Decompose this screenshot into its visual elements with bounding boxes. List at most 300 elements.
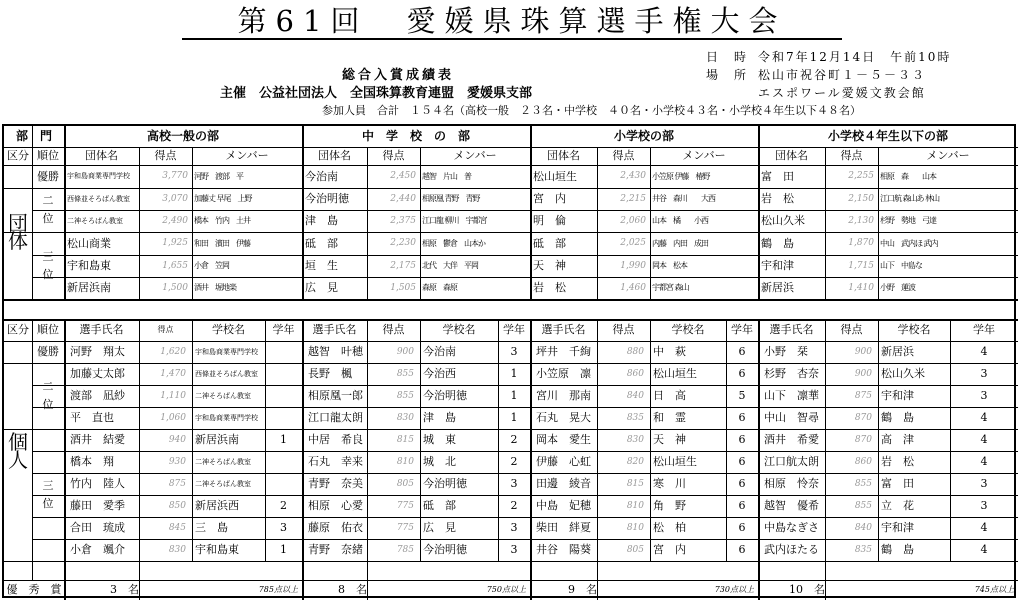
excellence-score: 730点以上 [714, 585, 754, 594]
school-name: 宇和島東 [195, 543, 239, 556]
player-score: 830 [168, 545, 186, 555]
grid-line [192, 147, 193, 299]
grid-line [650, 319, 651, 561]
excellence-count: 9 名 [568, 583, 597, 596]
player-score: 1,060 [160, 413, 186, 423]
school-name: 二神そろばん教室 [195, 480, 251, 488]
school-name: 岩 松 [881, 455, 914, 468]
grid-line [420, 147, 421, 299]
player-name: 越智 叶穂 [308, 345, 363, 358]
team-members: 森原 森原 [422, 283, 457, 292]
player-grade: 1 [510, 411, 518, 424]
player-grade: 3 [980, 389, 988, 402]
player-grade [265, 451, 302, 473]
player-grade: 6 [738, 345, 746, 358]
player-name: 石丸 幸来 [308, 455, 363, 468]
player-score: 805 [626, 545, 644, 555]
team-col-header: 団体名 [547, 149, 580, 162]
team-score: 2,430 [620, 171, 646, 181]
division-header: 小学校の部 [613, 129, 674, 143]
school-name: 今治西 [423, 367, 456, 380]
excellence-count: 8 名 [338, 583, 367, 596]
player-name: 竹内 陸人 [70, 477, 125, 490]
team-name: 松山垣生 [533, 170, 577, 183]
player-name: 石丸 晃大 [536, 411, 591, 424]
team-score: 2,130 [848, 216, 874, 226]
school-name: 松山垣生 [653, 455, 697, 468]
player-name: 岡本 愛生 [536, 433, 591, 446]
grid-line [302, 319, 304, 600]
team-members: 山下 中島な [880, 261, 922, 270]
player-score: 830 [396, 413, 414, 423]
division-header-label: 部 門 [15, 129, 52, 143]
date-value: 令和7年12月14日 午前10時 [758, 50, 952, 64]
team-name: 岩 松 [761, 192, 794, 205]
player-name: 中居 希良 [308, 433, 363, 446]
player-score: 830 [626, 435, 644, 445]
team-score: 2,255 [848, 171, 874, 181]
player-score: 815 [626, 479, 644, 489]
school-name: 新居浜西 [195, 499, 239, 512]
team-score: 2,025 [620, 238, 646, 248]
excellence-score: 750点以上 [486, 585, 526, 594]
player-score: 860 [626, 369, 644, 379]
team-members: 小倉 笠岡 [194, 261, 229, 270]
team-name: 広 見 [305, 281, 338, 294]
school-name: 高 津 [881, 433, 914, 446]
team-col-header: 団体名 [775, 149, 808, 162]
school-name: 松山垣生 [653, 367, 697, 380]
team-name: 宮 内 [533, 192, 566, 205]
team-name: 垣 生 [305, 259, 338, 272]
player-grade: 3 [980, 499, 988, 512]
player-score: 810 [626, 523, 644, 533]
results-table [2, 124, 1016, 598]
school-name: 砥 部 [423, 499, 456, 512]
team-name: 今治南 [305, 170, 338, 183]
player-name: 小野 栞 [764, 345, 808, 358]
team-members: 杉野 勢地 弓達 [880, 216, 936, 225]
school-name: 鶴 島 [881, 543, 914, 556]
team-name: 新居浜 [761, 281, 794, 294]
kubun-header: 区分 [7, 149, 29, 162]
team-members: 和田 濱田 伊藤 [194, 239, 250, 248]
player-score: 840 [854, 523, 872, 533]
team-members: 河野 渡部 平 [194, 172, 243, 181]
player-name: 相原凰一郎 [308, 389, 363, 402]
player-name: 青野 奈美 [308, 477, 363, 490]
school-name: 松山久米 [881, 367, 925, 380]
school-name: 日 高 [653, 389, 686, 402]
school-name: 角 野 [653, 499, 686, 512]
grid-line [878, 147, 879, 299]
school-name: 今治南 [423, 345, 456, 358]
player-score: 805 [396, 479, 414, 489]
team-score: 1,410 [848, 283, 874, 293]
team-col-header: 団体名 [85, 149, 118, 162]
team-members: 橋本 竹内 土井 [194, 216, 250, 225]
team-members: 酒井 堀地楽 [194, 283, 236, 292]
player-grade [265, 407, 302, 429]
score-col-header: 得点 [382, 323, 405, 336]
school-name: 中 萩 [653, 345, 686, 358]
school-name: 宮 内 [653, 543, 686, 556]
team-score: 1,460 [620, 283, 646, 293]
player-grade: 1 [280, 543, 287, 556]
player-grade: 6 [738, 543, 746, 556]
school-name: 鶴 島 [881, 411, 914, 424]
grid-line [4, 299, 1018, 301]
player-grade: 1 [510, 367, 518, 380]
team-name: 今治明徳 [305, 192, 349, 205]
school-col-header: 学校名 [212, 323, 245, 336]
player-grade [265, 473, 302, 495]
player-grade: 2 [510, 433, 518, 446]
team-members: 越智 片山 普 [422, 172, 471, 181]
player-score: 835 [626, 413, 644, 423]
player-score: 835 [854, 545, 872, 555]
player-grade: 3 [280, 521, 287, 534]
team-name: 宇和島東 [67, 259, 111, 272]
school-name: 津 島 [423, 411, 456, 424]
player-score: 875 [168, 479, 186, 489]
rank-header: 順位 [37, 149, 59, 162]
grid-line [650, 147, 651, 299]
team-name: 宇和島商業専門学校 [67, 172, 130, 180]
player-name: 井谷 陽葵 [536, 543, 591, 556]
excellence-count: 3 名 [110, 583, 139, 596]
team-score: 1,655 [162, 261, 188, 271]
school-name: 今治明徳 [423, 543, 467, 556]
team-members: 相原凰 青野 青野 [422, 194, 480, 203]
player-name: 中島なぎさ [764, 521, 819, 534]
team-name: 明 倫 [533, 214, 566, 227]
team-name: 砥 部 [305, 237, 338, 250]
grade-col-header: 学年 [272, 323, 295, 336]
member-col-header: メンバー [225, 149, 269, 162]
rank-second: 二 位 [42, 194, 54, 225]
player-col-header: 選手氏名 [79, 323, 124, 336]
player-grade: 3 [510, 477, 518, 490]
team-members: 北代 大伴 平岡 [422, 261, 478, 270]
player-name: 柴田 絆夏 [536, 521, 591, 534]
player-name: 中山 智尋 [764, 411, 819, 424]
rank-third: 三 位 [42, 249, 54, 281]
team-name: 天 神 [533, 259, 566, 272]
player-grade: 6 [738, 411, 746, 424]
grade-col-header: 学年 [973, 323, 995, 336]
player-grade [265, 385, 302, 407]
team-score: 1,500 [162, 283, 188, 293]
school-name: 立 花 [881, 499, 914, 512]
player-name: 江口龍太朗 [308, 411, 363, 424]
player-name: 武内ほたる [764, 543, 819, 556]
player-grade [265, 363, 302, 385]
player-grade: 6 [738, 367, 746, 380]
grid-line [758, 319, 760, 600]
team-name: 岩 松 [533, 281, 566, 294]
document-title: 総合入賞成績表 [342, 68, 455, 83]
team-score: 2,215 [620, 194, 646, 204]
player-grade: 6 [738, 433, 746, 446]
team-score: 2,490 [162, 216, 188, 226]
team-score: 2,375 [390, 216, 416, 226]
excellence-label: 優 秀 賞 [6, 583, 62, 596]
school-name: 宇和津 [881, 521, 914, 534]
school-name: 宇和島商業専門学校 [195, 414, 258, 422]
team-name: 富 田 [761, 170, 794, 183]
player-name: 越智 優希 [764, 499, 819, 512]
score-col-header: 得点 [154, 149, 177, 162]
player-score: 1,470 [160, 369, 186, 379]
team-members: 井谷 森川 大西 [652, 194, 715, 203]
player-grade: 4 [980, 543, 988, 556]
player-name: 酒井 結愛 [70, 433, 125, 446]
player-name: 小笠原 凛 [536, 367, 591, 380]
player-grade: 3 [980, 367, 988, 380]
team-name: 松山久米 [761, 214, 805, 227]
team-members: 山本 橘 小西 [652, 216, 708, 225]
player-score: 855 [396, 369, 414, 379]
player-score: 820 [626, 457, 644, 467]
player-grade [265, 341, 302, 363]
score-col-header: 得点 [840, 323, 863, 336]
player-score: 855 [396, 391, 414, 401]
grade-col-header: 学年 [503, 323, 525, 336]
player-grade: 1 [510, 389, 518, 402]
player-name: 河野 翔太 [70, 345, 125, 358]
score-col-header: 得点 [840, 149, 863, 162]
team-members: 内藤 内田 成田 [652, 239, 708, 248]
player-grade: 2 [510, 499, 518, 512]
player-name: 伊藤 心虹 [536, 455, 591, 468]
school-name: 今治明徳 [423, 389, 467, 402]
school-name: 西條並そろばん教室 [195, 370, 258, 378]
player-score: 880 [626, 347, 644, 357]
school-name: 広 見 [423, 521, 456, 534]
rank-first: 優勝 [37, 345, 59, 358]
player-name: 相原 心愛 [308, 499, 363, 512]
team-score: 2,230 [390, 238, 416, 248]
team-members: 江口龍 柳川 宇都宮 [422, 216, 487, 225]
school-name: 二神そろばん教室 [195, 392, 251, 400]
school-name: 城 北 [423, 455, 456, 468]
player-name: 加藤丈太郎 [70, 367, 125, 380]
player-name: 山下 凛華 [764, 389, 819, 402]
player-score: 1,620 [160, 347, 186, 357]
player-name: 橋本 翔 [70, 455, 114, 468]
player-score: 855 [854, 479, 872, 489]
player-score: 900 [396, 347, 414, 357]
player-col-header: 選手氏名 [312, 323, 357, 336]
team-members: 小野 蓮波 [880, 283, 915, 292]
player-score: 1,110 [160, 391, 186, 401]
school-name: 富 田 [881, 477, 914, 490]
player-score: 810 [396, 457, 414, 467]
grid-line [4, 561, 1018, 562]
team-score: 2,060 [620, 216, 646, 226]
team-score: 2,175 [390, 261, 416, 271]
rank-first: 優勝 [37, 170, 59, 183]
player-score: 940 [168, 435, 186, 445]
team-score: 1,990 [620, 261, 646, 271]
player-score: 875 [854, 391, 872, 401]
team-members: 相原 鬱倉 山本か [422, 239, 485, 248]
school-name: 天 神 [653, 433, 686, 446]
title-underline [182, 38, 842, 40]
participants-summary: 参加人員 合計 １５４名（高校一般 ２３名・中学校 ４０名・小学校４３名・小学校４年生以下４８名） [322, 104, 861, 117]
player-name: 酒井 希愛 [764, 433, 819, 446]
date-label: 日 時 [706, 50, 749, 64]
score-col-header: 得点 [612, 323, 635, 336]
team-col-header: 団体名 [318, 149, 351, 162]
school-name: 三 島 [195, 521, 228, 534]
excellence-score: 785点以上 [258, 585, 298, 594]
score-col-header: 得点 [157, 325, 174, 334]
team-members: 岡本 松本 [652, 261, 687, 270]
division-header: 高校一般の部 [146, 129, 219, 143]
player-grade: 4 [980, 345, 988, 358]
individual-section-label: 個 人 [8, 430, 28, 472]
team-score: 3,070 [162, 194, 188, 204]
school-col-header: 学校名 [671, 323, 705, 336]
rank-third: 三 位 [42, 479, 54, 510]
place-label: 場 所 [706, 68, 749, 82]
school-name: 新居浜 [881, 345, 914, 358]
school-name: 宇和津 [881, 389, 914, 402]
school-name: 和 霊 [653, 411, 686, 424]
team-members: 小笠原 伊藤 椿野 [652, 172, 710, 181]
member-col-header: メンバー [453, 149, 497, 162]
rank-second: 二 位 [42, 380, 54, 411]
school-col-header: 学校名 [442, 323, 476, 336]
member-col-header: メンバー [926, 149, 970, 162]
player-name: 江口航太朗 [764, 455, 819, 468]
place-value: 松山市祝谷町１－５－３３ [758, 68, 927, 82]
excellence-count: 10 名 [789, 583, 825, 596]
team-name: 二神そろばん教室 [67, 217, 123, 225]
player-grade: 3 [510, 345, 518, 358]
player-grade: 4 [980, 521, 988, 534]
school-name: 城 東 [423, 433, 456, 446]
school-name: 松 柏 [653, 521, 686, 534]
score-col-header: 得点 [382, 149, 405, 162]
player-grade: 4 [980, 433, 988, 446]
team-name: 鶴 島 [761, 237, 794, 250]
player-name: 渡部 凪紗 [70, 389, 125, 402]
player-grade: 2 [280, 499, 287, 512]
player-grade: 4 [980, 411, 988, 424]
grid-line [64, 319, 66, 600]
player-score: 840 [626, 391, 644, 401]
player-grade: 5 [738, 389, 746, 402]
player-name: 青野 奈緒 [308, 543, 363, 556]
player-grade: 4 [980, 455, 988, 468]
team-name: 津 島 [305, 214, 338, 227]
player-grade: 6 [738, 455, 746, 468]
player-score: 900 [854, 369, 872, 379]
school-col-header: 学校名 [897, 323, 931, 336]
player-name: 田邊 綾音 [536, 477, 591, 490]
main-title: 第61回 愛媛県珠算選手権大会 [237, 4, 787, 38]
player-score: 810 [626, 501, 644, 511]
player-grade: 2 [510, 455, 518, 468]
division-header: 中 学 校 の 部 [361, 129, 470, 143]
grid-line [420, 319, 421, 561]
team-name: 砥 部 [533, 237, 566, 250]
player-name: 平 直也 [70, 411, 114, 424]
grade-col-header: 学年 [731, 323, 753, 336]
player-grade: 3 [510, 521, 518, 534]
team-score: 1,505 [390, 283, 416, 293]
player-score: 930 [168, 457, 186, 467]
player-score: 870 [854, 413, 872, 423]
organizer: 主催 公益社団法人 全国珠算教育連盟 愛媛県支部 [220, 86, 533, 101]
school-name: 二神そろばん教室 [195, 458, 251, 466]
player-name: 藤原 佑衣 [308, 521, 363, 534]
team-score: 1,870 [848, 238, 874, 248]
team-members: 相原 森 山本 [880, 172, 936, 181]
player-name: 長野 楓 [308, 367, 352, 380]
team-members: 江口航 森山あ 林山 [880, 194, 940, 203]
player-name: 小倉 颯介 [70, 543, 125, 556]
grid-line [878, 319, 879, 561]
school-name: 寒 川 [653, 477, 686, 490]
player-score: 855 [854, 501, 872, 511]
player-grade: 6 [738, 521, 746, 534]
kubun-header: 区分 [7, 323, 29, 336]
player-score: 860 [854, 457, 872, 467]
team-name: 松山商業 [67, 237, 111, 250]
team-score: 1,715 [848, 261, 874, 271]
team-score: 3,770 [162, 171, 188, 181]
player-score: 785 [396, 545, 414, 555]
team-section-label: 団 体 [8, 211, 28, 253]
player-score: 870 [854, 435, 872, 445]
venue-name: エスポワール愛媛文教会館 [758, 86, 926, 100]
player-name: 中島 妃穂 [536, 499, 591, 512]
grid-line [530, 319, 532, 600]
team-score: 2,450 [390, 171, 416, 181]
school-name: 新居浜南 [195, 433, 239, 446]
player-name: 杉野 杏奈 [764, 367, 819, 380]
player-grade: 3 [980, 477, 988, 490]
team-score: 1,925 [162, 238, 188, 248]
team-score: 2,150 [848, 194, 874, 204]
player-grade: 3 [510, 543, 518, 556]
player-score: 775 [396, 523, 414, 533]
team-score: 2,440 [390, 194, 416, 204]
team-members: 中山 武内ほ 武内 [880, 239, 938, 248]
player-name: 坪井 千絢 [536, 345, 591, 358]
player-name: 相原 怜奈 [764, 477, 819, 490]
rank-header: 順位 [37, 323, 59, 336]
division-header: 小学校４年生以下の部 [827, 129, 948, 143]
player-grade: 6 [738, 477, 746, 490]
team-name: 宇和津 [761, 259, 794, 272]
school-name: 宇和島商業専門学校 [195, 348, 258, 356]
player-name: 合田 琉成 [70, 521, 125, 534]
player-score: 850 [168, 501, 186, 511]
school-name: 今治明徳 [423, 477, 467, 490]
score-col-header: 得点 [612, 149, 635, 162]
player-score: 900 [854, 347, 872, 357]
member-col-header: メンバー [682, 149, 726, 162]
team-name: 西條並そろばん教室 [67, 195, 130, 203]
team-members: 加藤丈 早尾 上野 [194, 194, 252, 203]
player-name: 宮川 那南 [536, 389, 591, 402]
player-grade: 1 [280, 433, 287, 446]
